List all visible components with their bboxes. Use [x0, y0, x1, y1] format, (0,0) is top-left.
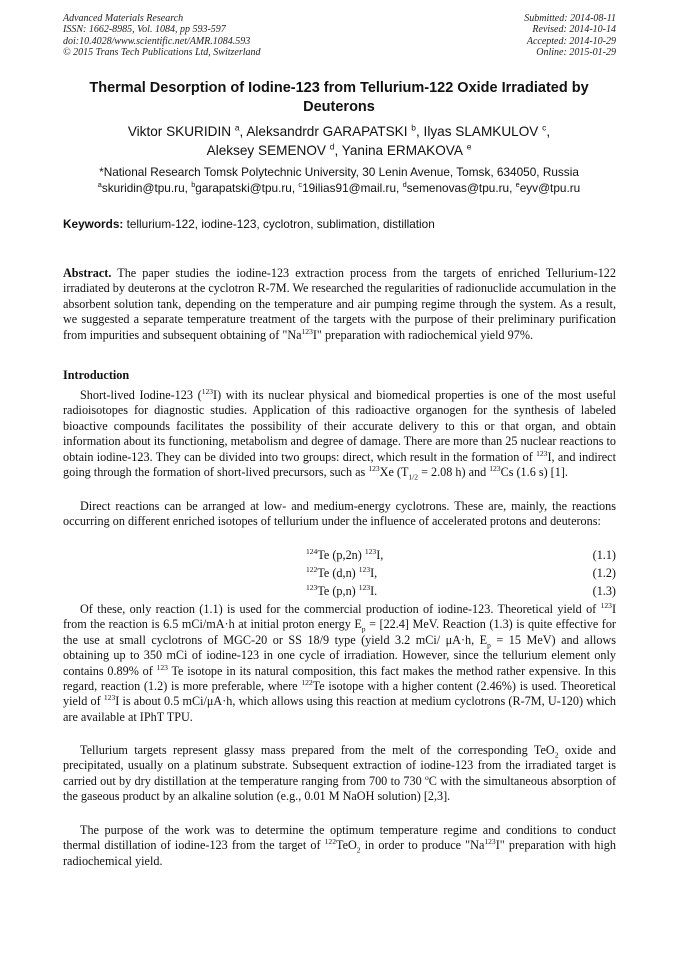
journal-issn: ISSN: 1662-8985, Vol. 1084, pp 593-597	[63, 24, 226, 36]
paragraph: Direct reactions can be arranged at low- and medium-energy cyclotrons. These are, mainly, the reactions occurring on different enriched isotopes of tellurium under the influence of accelerated protons and deuterons:	[63, 499, 616, 529]
author: Viktor SKURIDIN	[127, 124, 232, 139]
email-list: $^a$skuridin@tpu.ru, $^b$garapatski@tpu.ru, $^c$19ilias91@mail.ru, $^d$semenovas@tpu.ru, $^e$eyv@tpu.ru	[97, 180, 581, 195]
abstract-label: Abstract.	[63, 266, 112, 280]
journal-name: Advanced Materials Research	[63, 13, 184, 24]
abstract: Abstract. The paper studies the iodine-123 extraction process from the targets of enriched Tellurium-122 irradiated by deuterons at the cyclotron R-7M. We researched the regularities of radionuclide accumulation in the absorbent solution tank, depending on the temperature and air pumping regime through the system. As a result, we suggested a separate temperature treatment of the targets with the purpose of their preliminary purification from impurities and subsequent obtaining of "Na$^{123}$I" preparation with radiochemical yield 97%.	[63, 266, 616, 342]
date-accepted: Accepted: 2014-10-29	[526, 35, 616, 47]
paragraph: Of these, only reaction (1.1) is used for the commercial production of iodine-123. Theoretical yield of $^{123}$I from the reaction is 6.5 mCi/mA·h at initial proton energy $E_p = [22.4]$ MeV. Reaction (1.3) is quite effective for the use at small cyclotrons of MGC-20 or SS 18/9 type (yield 3.2 mCi/ μA·h, $E_p = 15$ MeV) and allows obtaining up to 350 mCi of iodine-123 in one cycle of irradiation. However, since the tellurium element only contains 0.89% of $^{123}$ Te isotope in its natural composition, this fact makes the method rather expensive. In this regard, reaction (1.2) is more preferable, where $^{122}$Te isotope with a higher content (2.46%) is used. Theoretical yield of $^{123}$I is about 0.5 mCi/μA·h, which allows using this reaction at medium cyclotrons (R-7M, U-120) which are available at IPhT TPU.	[63, 600, 617, 724]
author-mark: c	[542, 122, 547, 133]
date-submitted: Submitted: 2014-08-11	[524, 13, 616, 24]
keywords-text: tellurium-122, iodine-123, cyclotron, sublimation, distillation	[123, 217, 435, 231]
author-mark: a	[234, 122, 240, 133]
email-link[interactable]: garapatski@tpu.ru,	[195, 181, 296, 195]
paper-page: Advanced Materials Research ISSN: 1662-8985, Vol. 1084, pp 593-597 doi:10.4028/www.scientific.net/AMR.1084.593 © 2015 Trans Tech Publications Ltd, Switzerland Submitted: 2014-08-11 Revised: 2014-10-14 Accepted: 2014-10-29 Online: 2015-01-29 Thermal Desorption of Iodine-123 from Tellurium-122 Oxide Irradiated by Deuterons Viktor SKURIDIN $^a$, Aleksandrdr GARAPATSKI $^b$, Ilyas SLAMKULOV $^c$, Aleksey SEMENOV $^d$, Yanina ERMAKOVA $^e$ *National Research Tomsk Polytechnic University, 30 Lenin Avenue, Tomsk, 634050, Russia $^a$skuridin@tpu.ru, $^b$garapatski@tpu.ru, $^c$19ilias91@mail.ru, $^d$semenovas@tpu.ru, $^e$eyv@tpu.ru Keywords: tellurium-122, iodine-123, cyclotron, sublimation, distillation Abstract. The paper studies the iodine-123 extraction process from the targets of enriched Tellurium-122 irradiated by deuterons at the cyclotron R-7M. We researched the regularities of radionuclide accumulation in the absorbent solution tank, depending on the temperature and air pumping regime through the system. As a result, we suggested a separate temperature treatment of the targets with the purpose of their preliminary purification from impurities and subsequent obtaining of "Na$^{123}$I" preparation with radiochemical yield 97%. Introduction Short-lived Iodine-123 ($^{123}$I) with its nuclear physical and biomedical properties is one of the most useful radioisotopes for diagnostic studies. Application of this radioactive organogen for the synthesis of labeled bioactive compounds facilitates the possibility of their accurate delivery to this or that organ, and obtain information about its functioning, metabolism and degree of damage. There are more than 25 nuclear reactions to obtain iodine-123. They can be divided into two groups: direct, which result in the formation of $^{123}$I, and indirect going through the formation of short-lived precursors, such as $^{123}$Xe ($T_{1/2} = 2.08$ h) and $^{123}$Cs (1.6 s) [1]. Direct reactions can be arranged at low- and medium-energy cyclotrons. These are, mainly, the reactions occurring on different enriched isotopes of tellurium under the influence of accelerated protons and deuterons: $^{124}$Te (p,2n) $^{123}$I, (1.1) $^{122}$Te (d,n) $^{123}$I, (1.2) $^{123}$Te (p,n) $^{123}$I. (1.3) Of these, only reaction (1.1) is used for the commercial production of iodine-123. Theoretical yield of $^{123}$I from the reaction is 6.5 mCi/mA·h at initial proton energy $E_p = [22.4]$ MeV. Reaction (1.3) is quite effective for the use at small cyclotrons of MGC-20 or SS 18/9 type (yield 3.2 mCi/ μA·h, $E_p = 15$ MeV) and allows obtaining up to 350 mCi of iodine-123 in one cycle of irradiation. However, since the tellurium element only contains 0.89% of $^{123}$ Te isotope in its natural composition, this fact makes the method rather expensive. In this regard, reaction (1.2) is more preferable, where $^{122}$Te isotope with a higher content (2.46%) is used. Theoretical yield of $^{123}$I is about 0.5 mCi/μA·h, which allows using this reaction at medium cyclotrons (R-7M, U-120) which are available at IPhT TPU. Tellurium targets represent glassy mass prepared from the melt of the corresponding TeO$_2$ oxide and precipitated, usually on a platinum substrate. Subsequent extraction of iodine-123 from the irradiated target is carried out by dry distillation at the temperature ranging from 700 to 730 $^o$C with the simultaneous absorption of the gaseous product by an alkaline solution (e.g., 0.01 M NaOH solution) [2,3]. The purpose of the work was to determine the optimum temperature regime and conditions to conduct thermal distillation of iodine-123 from the target of $^{122}$TeO$_2$ in order to produce "Na$^{123}$I" preparation with high radiochemical yield.	[0, 0, 678, 959]
journal-doi: doi:10.4028/www.scientific.net/AMR.1084.593	[63, 35, 251, 47]
journal-info	[63, 13, 261, 58]
author-mark: d	[329, 141, 335, 152]
equation-number: (1.2)	[592, 566, 616, 580]
submission-dates	[524, 13, 616, 58]
email-link[interactable]: semenovas@tpu.ru,	[406, 181, 513, 195]
equation-number: (1.3)	[592, 584, 616, 598]
affiliation: *National Research Tomsk Polytechnic University, 30 Lenin Avenue, Tomsk, 634050, Russia	[99, 165, 579, 179]
email-link[interactable]: eyv@tpu.ru	[519, 181, 581, 195]
author-mark: b	[411, 122, 416, 133]
email-link[interactable]: 19ilias91@mail.ru,	[302, 181, 400, 195]
paragraph: The purpose of the work was to determine the optimum temperature regime and conditions to conduct thermal distillation of iodine-123 from the target of $^{122}$TeO$_2$ in order to produce "Na$^{123}$I" preparation with high radiochemical yield.	[63, 823, 616, 868]
journal-copyright: © 2015 Trans Tech Publications Ltd, Switzerland	[63, 46, 261, 58]
email-link[interactable]: skuridin@tpu.ru,	[101, 181, 188, 195]
affiliation-block	[60, 164, 618, 196]
keywords	[63, 216, 618, 232]
author-list: Viktor SKURIDIN $^a$, Aleksandrdr GARAPATSKI $^b$, Ilyas SLAMKULOV $^c$, Aleksey SEMENOV $^d$, Yanina ERMAKOVA $^e$	[127, 122, 551, 158]
section-heading: Introduction	[63, 368, 130, 382]
paragraph: Short-lived Iodine-123 ($^{123}$I) with its nuclear physical and biomedical properties is one of the most useful radioisotopes for diagnostic studies. Application of this radioactive organogen for the synthesis of labeled bioactive compounds facilitates the possibility of their accurate delivery to this or that organ, and obtain information about its functioning, metabolism and degree of damage. There are more than 25 nuclear reactions to obtain iodine-123. They can be divided into two groups: direct, which result in the formation of $^{123}$I, and indirect going through the formation of short-lived precursors, such as $^{123}$Xe ($T_{1/2} = 2.08$ h) and $^{123}$Cs (1.6 s) [1].	[63, 386, 616, 482]
paragraph: Tellurium targets represent glassy mass prepared from the melt of the corresponding TeO$_2$ oxide and precipitated, usually on a platinum substrate. Subsequent extraction of iodine-123 from the irradiated target is carried out by dry distillation at the temperature ranging from 700 to 730 $^o$C with the simultaneous absorption of the gaseous product by an alkaline solution (e.g., 0.01 M NaOH solution) [2,3].	[63, 743, 616, 804]
author-mark: e	[466, 141, 472, 152]
keywords-label: Keywords:	[63, 217, 124, 231]
date-revised: Revised: 2014-10-14	[532, 24, 616, 36]
equation-number: (1.1)	[592, 548, 616, 562]
paper-title: Thermal Desorption of Iodine-123 from Tellurium-122 Oxide Irradiated by Deuterons	[89, 80, 589, 115]
author: Ilyas SLAMKULOV	[423, 124, 539, 139]
date-online: Online: 2015-01-29	[536, 46, 616, 58]
author: Yanina ERMAKOVA	[341, 143, 463, 158]
author: Aleksandrdr GARAPATSKI	[246, 124, 408, 139]
author: Aleksey SEMENOV	[206, 143, 326, 158]
